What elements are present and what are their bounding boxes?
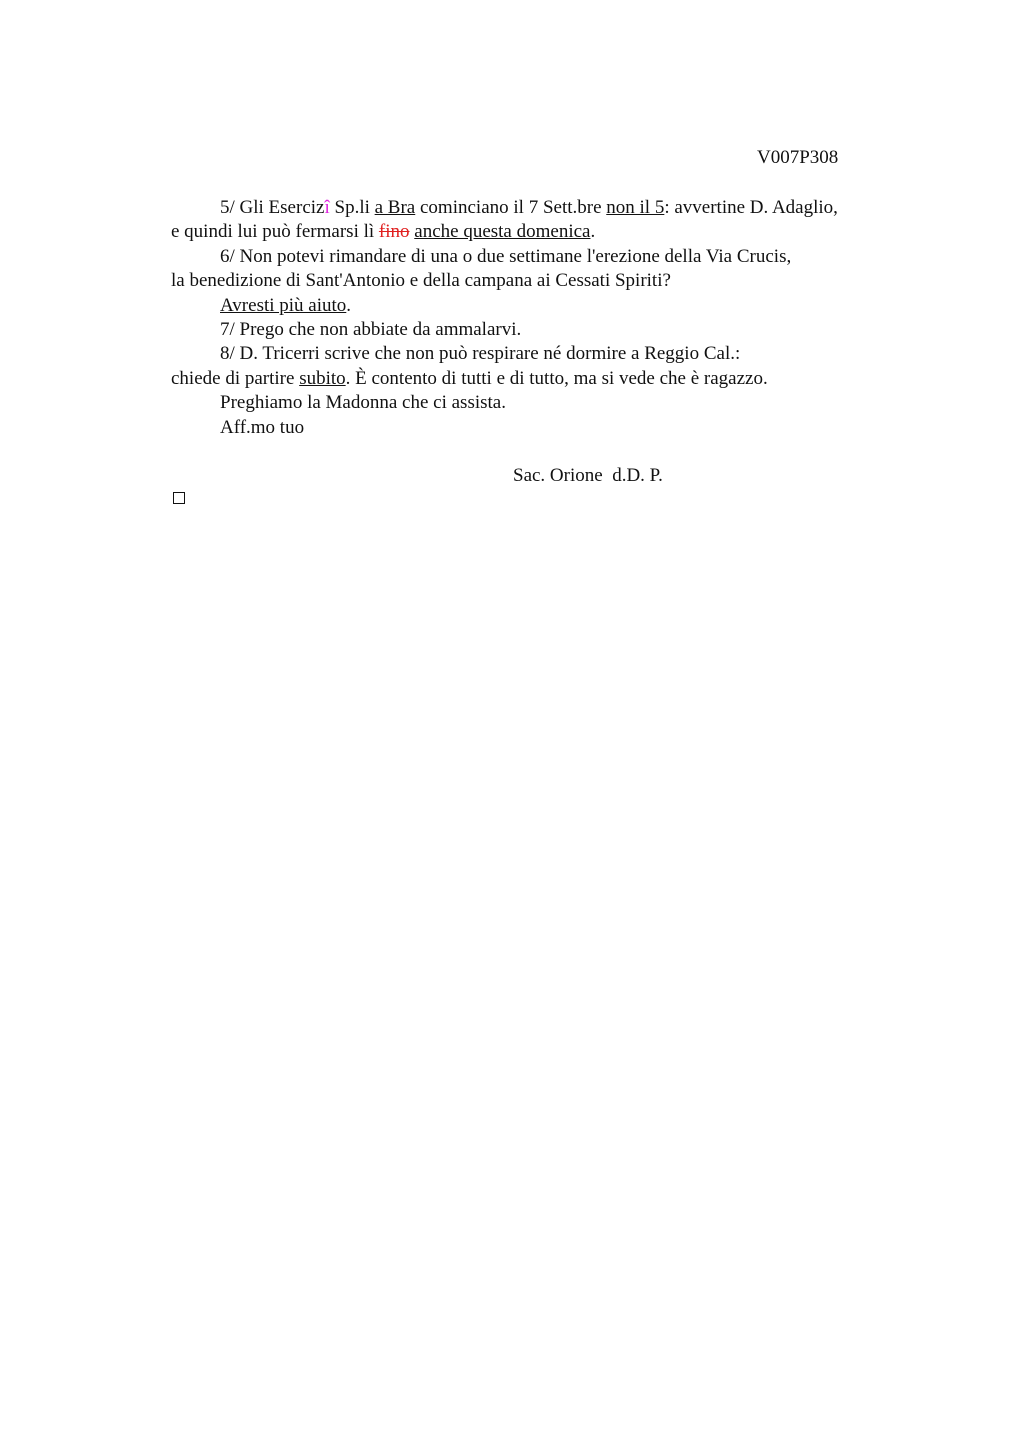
page-id: V007P308 [757, 147, 839, 168]
closing-line-2: Aff.mo tuo [220, 416, 305, 438]
letter-body [171, 196, 911, 440]
item-6-line-1: 6/ Non potevi rimandare di una o due settimane l'erezione della Via Crucis, [220, 245, 792, 267]
item-6-line-3 [171, 294, 911, 318]
text-run: . [346, 294, 352, 316]
underlined-text: Avresti più aiuto [220, 294, 347, 316]
underlined-text: anche questa domenica [414, 221, 591, 243]
underlined-text: subito [299, 367, 346, 389]
text-run: 5/ Gli Eserciz [220, 197, 325, 218]
underlined-text: a Bra [374, 197, 416, 218]
editorial-mark: î [324, 197, 330, 218]
text-run: Sp.li [329, 197, 375, 218]
text-run: : avvertine D. Adaglio, [664, 197, 838, 218]
text-run: e quindi lui può fermarsi lì [171, 221, 379, 243]
text-run: . [590, 221, 596, 243]
text-run: cominciano il 7 Sett.bre [415, 197, 607, 218]
text-run: chiede di partire [171, 367, 300, 389]
item-5-line-2 [171, 220, 911, 244]
closing-line-1: Preghiamo la Madonna che ci assista. [220, 392, 506, 414]
text-run: . È contento di tutti e di tutto, ma si vede che è ragazzo. [345, 367, 768, 389]
item-5-line-1 [171, 196, 911, 220]
underlined-text: non il 5 [606, 197, 665, 218]
signature: Sac. Orione d.D. P. [513, 465, 663, 486]
item-6-line-2: la benedizione di Sant'Antonio e della campana ai Cessati Spiriti? [171, 270, 671, 292]
checkbox-icon [173, 492, 185, 504]
item-8-line-2 [171, 367, 911, 391]
struck-text: fino [378, 221, 410, 243]
item-8-line-1: 8/ D. Tricerri scrive che non può respirare né dormire a Reggio Cal.: [220, 343, 741, 365]
item-7-line-1: 7/ Prego che non abbiate da ammalarvi. [220, 318, 522, 340]
